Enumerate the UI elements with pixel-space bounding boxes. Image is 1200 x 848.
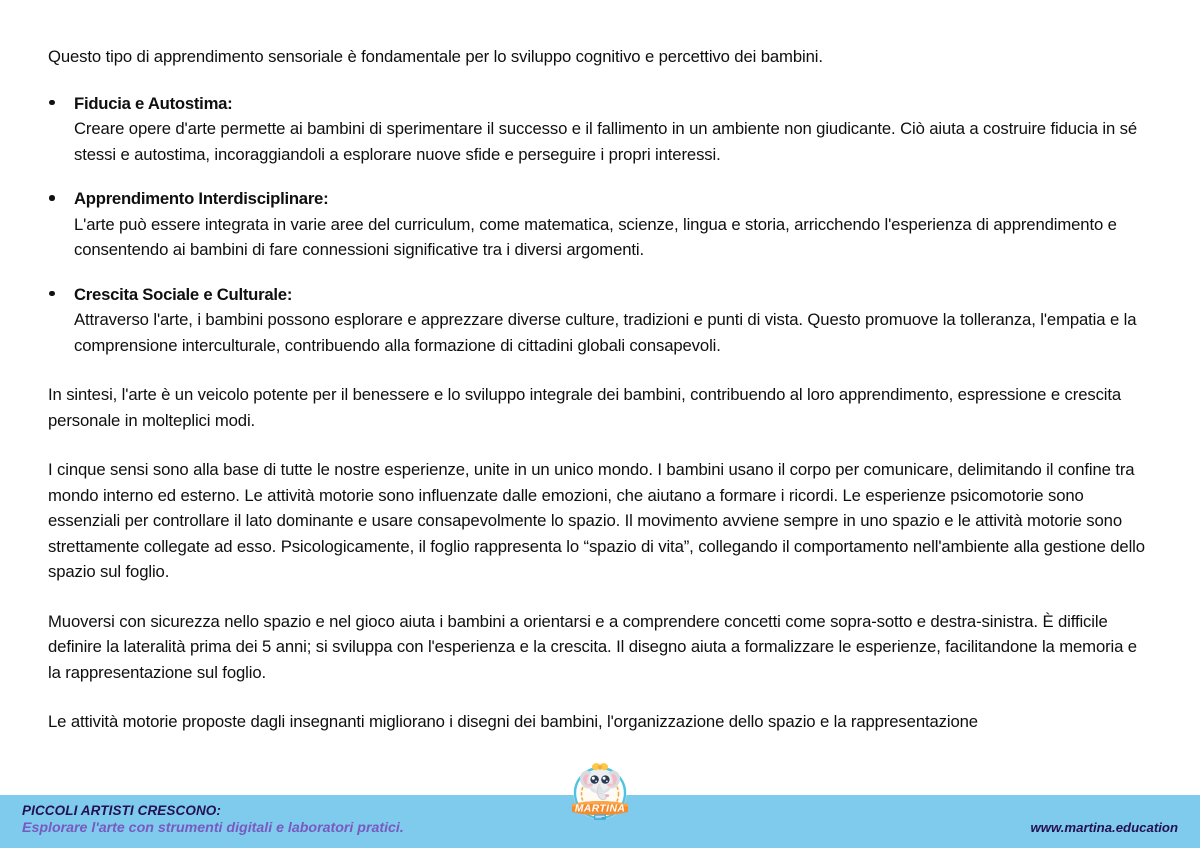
- list-item-text: Creare opere d'arte permette ai bambini di sperimentare il successo e il fallimento in un ambiente non giudicante. Ciò aiuta a costruire fiducia in sé stessi e autostima, incoraggiandoli a esplorare nuove sfide e perseguire i propri interessi.: [74, 119, 1138, 164]
- logo-sub-badge: [594, 815, 606, 820]
- martina-logo[interactable]: [566, 757, 634, 827]
- list-item-heading: Fiducia e Autostima:: [74, 93, 233, 113]
- paragraph-activities: Le attività motorie proposte dagli insegnanti migliorano i disegni dei bambini, l'organizzazione dello spazio e la rappresentazione: [48, 712, 978, 731]
- bullet-dot-icon: [49, 291, 55, 297]
- list-item: [48, 91, 1152, 168]
- logo-wordmark: [572, 801, 628, 815]
- footer-title: PICCOLI ARTISTI CRESCONO:: [22, 803, 222, 818]
- paragraph-senses: I cinque sensi sono alla base di tutte le nostre esperienze, unite in un unico mondo. I bambini usano il corpo per comunicare, delimitando il confine tra mondo interno ed esterno. Le attività motorie sono influenzate dalle emozioni, che aiutano a formare i ricordi. Le esperienze psicomotorie sono essenziali per controllare il lato dominante e usare consapevolmente lo spazio. Il movimento avviene sempre in uno spazio e le attività motorie sono strettamente collegate ad esso. Psicologicamente, il foglio rappresenta lo “spazio di vita”, collegando il comportamento nell'ambiente alla gestione dello spazio sul foglio.: [48, 460, 1145, 581]
- document-body: [48, 44, 1152, 735]
- paragraph-summary: In sintesi, l'arte è un veicolo potente per il benessere e lo sviluppo integrale dei bambini, contribuendo al loro apprendimento, espressione e crescita personale in molteplici modi.: [48, 385, 1122, 430]
- spacer: [48, 70, 1152, 91]
- spacer: [48, 433, 1152, 457]
- footer-text-block: [22, 802, 562, 837]
- footer-website-url[interactable]: www.martina.education: [1030, 820, 1178, 835]
- spacer: [48, 358, 1152, 382]
- spacer: [48, 167, 1152, 186]
- spacer: [48, 263, 1152, 282]
- list-item-text: L'arte può essere integrata in varie aree del curriculum, come matematica, scienze, lingua e storia, arricchendo l'esperienza di apprendimento e consentendo ai bambini di fare connessioni significative tra i diversi argomenti.: [74, 214, 1117, 259]
- list-item: [48, 186, 1152, 263]
- spacer: [48, 685, 1152, 709]
- spacer: [48, 585, 1152, 609]
- bullet-dot-icon: [49, 195, 55, 201]
- paragraph-movement: Muoversi con sicurezza nello spazio e nel gioco aiuta i bambini a orientarsi e a comprendere concetti come sopra-sotto e destra-sinistra. È difficile definire la lateralità prima dei 5 anni; si sviluppa con l'esperienza e la crescita. Il disegno aiuta a formalizzare le esperienze, facilitandone la memoria e la rappresentazione sul foglio.: [48, 611, 1137, 682]
- svg-text:MARTINA: MARTINA: [574, 803, 626, 815]
- list-item-heading: Apprendimento Interdisciplinare:: [74, 189, 329, 208]
- footer-subtitle: Esplorare l'arte con strumenti digitali e laboratori pratici.: [22, 820, 404, 836]
- list-item-heading: Crescita Sociale e Culturale:: [74, 284, 293, 304]
- list-item: [48, 282, 1152, 359]
- bullet-dot-icon: [49, 100, 55, 106]
- intro-paragraph: Questo tipo di apprendimento sensoriale è fondamentale per lo sviluppo cognitivo e percettivo dei bambini.: [48, 47, 823, 66]
- list-item-text: Attraverso l'arte, i bambini possono esplorare e apprezzare diverse culture, tradizioni e punti di vista. Questo promuove la tolleranza, l'empatia e la comprensione interculturale, contribuendo alla formazione di cittadini globali consapevoli.: [74, 310, 1137, 355]
